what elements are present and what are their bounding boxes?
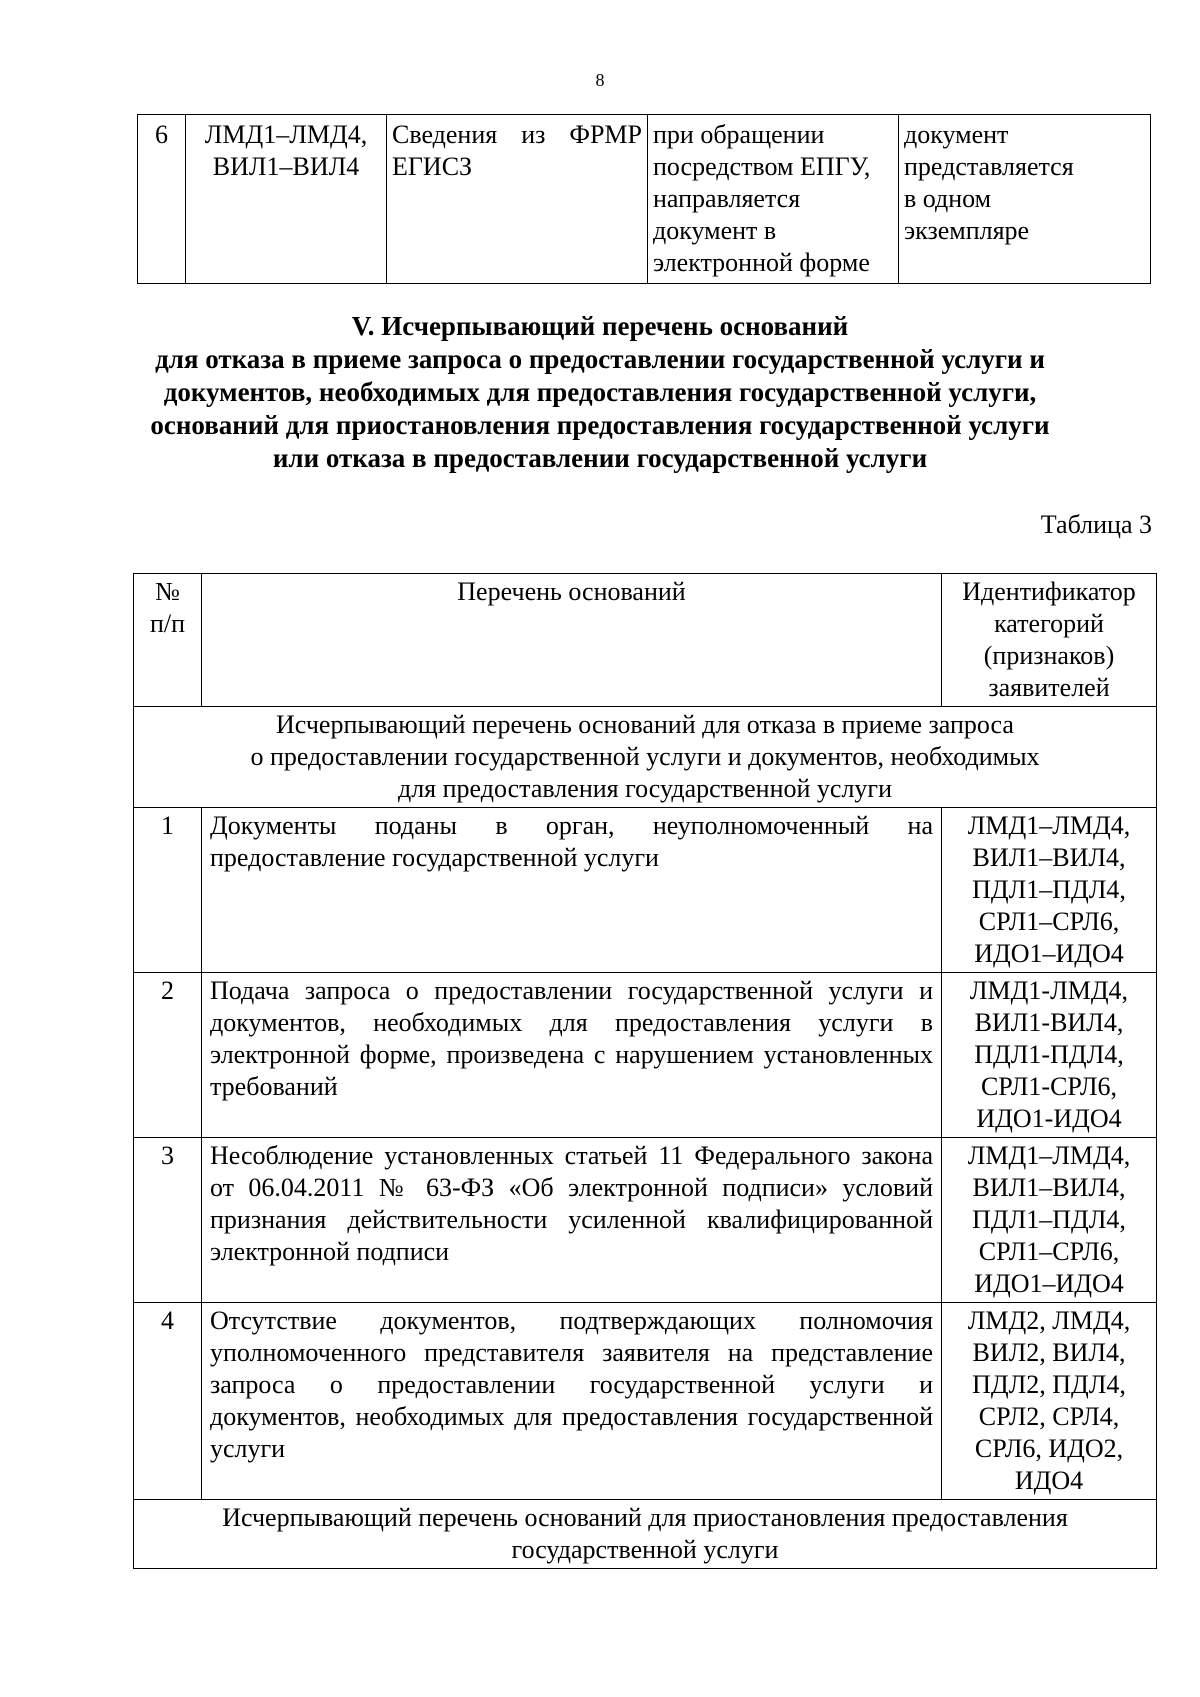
applicant-ids: ЛМД1–ЛМД4, ВИЛ1–ВИЛ4 — [186, 115, 387, 284]
header-number: № п/п — [134, 574, 202, 707]
table-caption: Таблица 3 — [1040, 510, 1152, 539]
row-number: 1 — [134, 808, 202, 973]
row-text: Подача запроса о предоставлении государственной услуги и документов, необходимых для предоставления услуги в электронной форме, произведена с нарушением установленных требований — [202, 973, 942, 1138]
row-ids: ЛМД1-ЛМД4, ВИЛ1-ВИЛ4, ПДЛ1-ПДЛ4, СРЛ1-СРЛ6, ИДО1-ИДО4 — [942, 973, 1157, 1138]
section-row — [134, 707, 1157, 808]
section-heading: V. Исчерпывающий перечень оснований для отказа в приеме запроса о предоставлении государственной услуги и документов, необходимых для предоставления государственной услуги, оснований для приостановления предоставления государственной услуги или отказа в предоставлении государственной услуги — [150, 311, 1050, 473]
row-number: 2 — [134, 973, 202, 1138]
section-title: Исчерпывающий перечень оснований для отказа в приеме запроса о предоставлении государственной услуги и документов, необходимых для предоставления государственной услуги — [134, 707, 1157, 808]
continued-table — [137, 114, 1151, 284]
row-number: 3 — [134, 1138, 202, 1303]
table-row — [134, 808, 1157, 973]
grounds-table — [133, 573, 1157, 1569]
submission-method: при обращении посредством ЕПГУ, направляется документ в электронной форме — [648, 115, 899, 284]
section-title: Исчерпывающий перечень оснований для приостановления предоставления государственной услуги — [134, 1500, 1157, 1569]
section-row — [134, 1500, 1157, 1569]
row-number: 4 — [134, 1303, 202, 1500]
row-ids: ЛМД1–ЛМД4, ВИЛ1–ВИЛ4, ПДЛ1–ПДЛ4, СРЛ1–СРЛ6, ИДО1–ИДО4 — [942, 808, 1157, 973]
document-source: Сведения из ФРМР ЕГИСЗ — [387, 115, 648, 284]
row-ids: ЛМД1–ЛМД4, ВИЛ1–ВИЛ4, ПДЛ1–ПДЛ4, СРЛ1–СРЛ6, ИДО1–ИДО4 — [942, 1138, 1157, 1303]
page-number: 8 — [595, 70, 605, 90]
row-text: Документы поданы в орган, неуполномоченный на предоставление государственной услуги — [202, 808, 942, 973]
header-reasons: Перечень оснований — [202, 574, 942, 707]
table-row — [134, 1138, 1157, 1303]
row-number: 6 — [138, 115, 186, 284]
row-text: Отсутствие документов, подтверждающих полномочия уполномоченного представителя заявителя на представление запроса о предоставлении государственной услуги и документов, необходимых для предоставления государственной услуги — [202, 1303, 942, 1500]
table-row — [134, 1303, 1157, 1500]
table-row — [134, 973, 1157, 1138]
row-ids: ЛМД2, ЛМД4, ВИЛ2, ВИЛ4, ПДЛ2, ПДЛ4, СРЛ2, СРЛ4, СРЛ6, ИДО2, ИДО4 — [942, 1303, 1157, 1500]
table-row — [138, 115, 1151, 284]
header-ids: Идентификатор категорий (признаков) заявителей — [942, 574, 1157, 707]
table-header-row — [134, 574, 1157, 707]
copies-note: документ представляется в одном экземпляре — [899, 115, 1151, 284]
row-text: Несоблюдение установленных статьей 11 Федерального закона от 06.04.2011 № 63-ФЗ «Об электронной подписи» условий признания действительности усиленной квалифицированной электронной подписи — [202, 1138, 942, 1303]
